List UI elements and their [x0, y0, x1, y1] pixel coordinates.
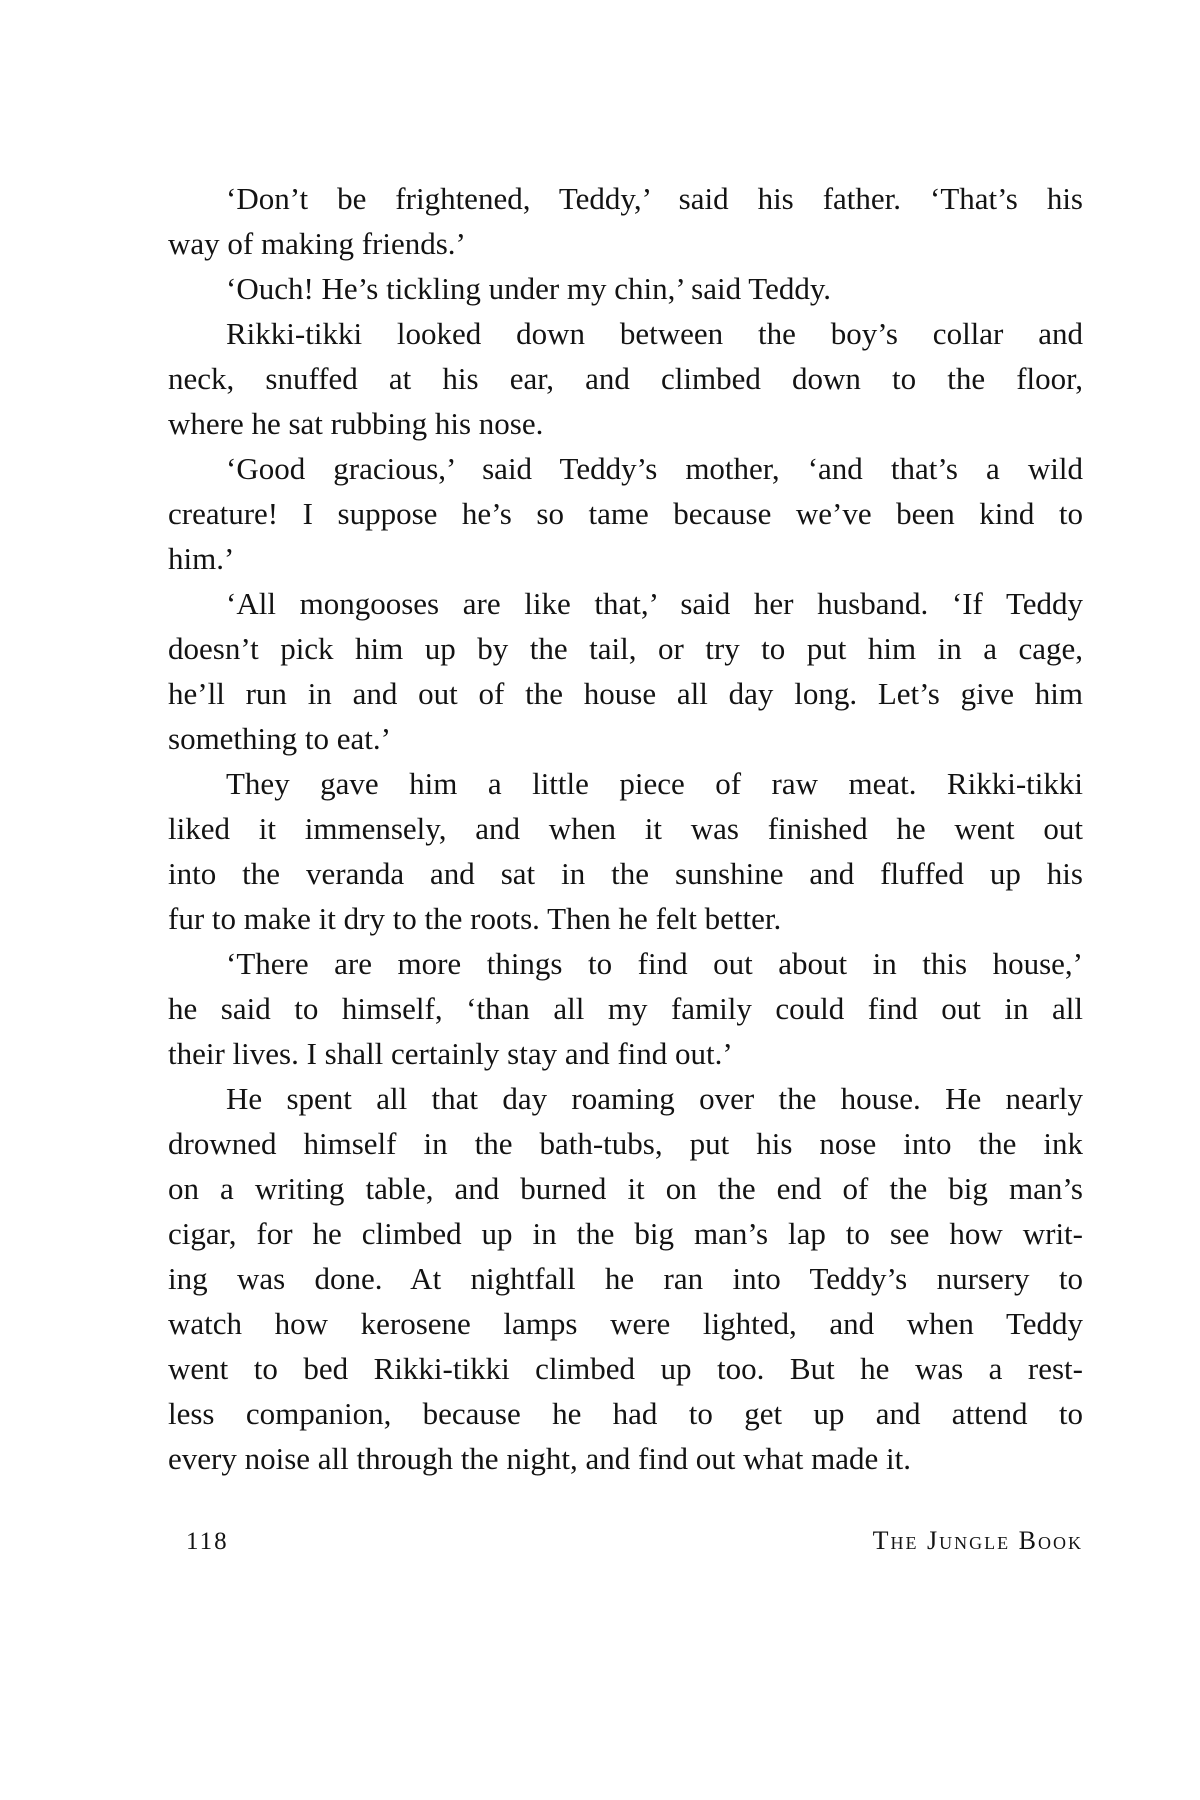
paragraph — [168, 446, 1083, 581]
text-line: neck, snuffed at his ear, and climbed down to the floor, — [168, 361, 1083, 396]
text-line: ing was done. At nightfall he ran into Teddy’s nursery to — [168, 1261, 1083, 1296]
text-line: watch how kerosene lamps were lighted, and when Teddy — [168, 1306, 1083, 1341]
text-line: He spent all that day roaming over the house. He nearly — [226, 1081, 1083, 1116]
text-line: Rikki-tikki looked down between the boy’s collar and — [226, 316, 1083, 351]
text-line: less companion, because he had to get up and attend to — [168, 1396, 1083, 1431]
paragraph — [168, 266, 1083, 311]
text-line: cigar, for he climbed up in the big man’s lap to see how writ- — [168, 1216, 1083, 1251]
text-line: where he sat rubbing his nose. — [168, 406, 544, 441]
text-line: way of making friends.’ — [168, 226, 466, 261]
text-line: he’ll run in and out of the house all day long. Let’s give him — [168, 676, 1083, 711]
text-line: ‘Ouch! He’s tickling under my chin,’ said Teddy. — [226, 271, 832, 306]
text-line: ‘There are more things to find out about in this house,’ — [226, 946, 1083, 981]
paragraph — [168, 176, 1083, 266]
paragraph — [168, 1076, 1083, 1481]
page-footer — [168, 1526, 1083, 1557]
paragraph — [168, 581, 1083, 761]
text-line: fur to make it dry to the roots. Then he felt better. — [168, 901, 782, 936]
text-line: something to eat.’ — [168, 721, 391, 756]
text-line: every noise all through the night, and find out what made it. — [168, 1441, 911, 1476]
text-line: ‘All mongooses are like that,’ said her husband. ‘If Teddy — [226, 586, 1083, 621]
text-line: him.’ — [168, 541, 235, 576]
running-title: The Jungle Book — [872, 1526, 1083, 1555]
paragraph — [168, 761, 1083, 941]
text-line: creature! I suppose he’s so tame because we’ve been kind to — [168, 496, 1083, 531]
text-line: liked it immensely, and when it was finished he went out — [168, 811, 1083, 846]
text-line: went to bed Rikki-tikki climbed up too. But he was a rest- — [168, 1351, 1083, 1386]
text-line: into the veranda and sat in the sunshine and fluffed up his — [168, 856, 1083, 891]
page-number: 118 — [186, 1528, 229, 1555]
body-text — [168, 176, 1083, 1481]
text-line: doesn’t pick him up by the tail, or try to put him in a cage, — [168, 631, 1083, 666]
text-line: ‘Good gracious,’ said Teddy’s mother, ‘and that’s a wild — [226, 451, 1083, 486]
text-line: ‘Don’t be frightened, Teddy,’ said his father. ‘That’s his — [226, 181, 1083, 216]
paragraph — [168, 941, 1083, 1076]
text-line: their lives. I shall certainly stay and find out.’ — [168, 1036, 733, 1071]
text-line: he said to himself, ‘than all my family could find out in all — [168, 991, 1083, 1026]
text-line: on a writing table, and burned it on the end of the big man’s — [168, 1171, 1083, 1206]
paragraph — [168, 311, 1083, 446]
text-line: They gave him a little piece of raw meat. Rikki-tikki — [226, 766, 1083, 801]
text-line: drowned himself in the bath-tubs, put his nose into the ink — [168, 1126, 1083, 1161]
